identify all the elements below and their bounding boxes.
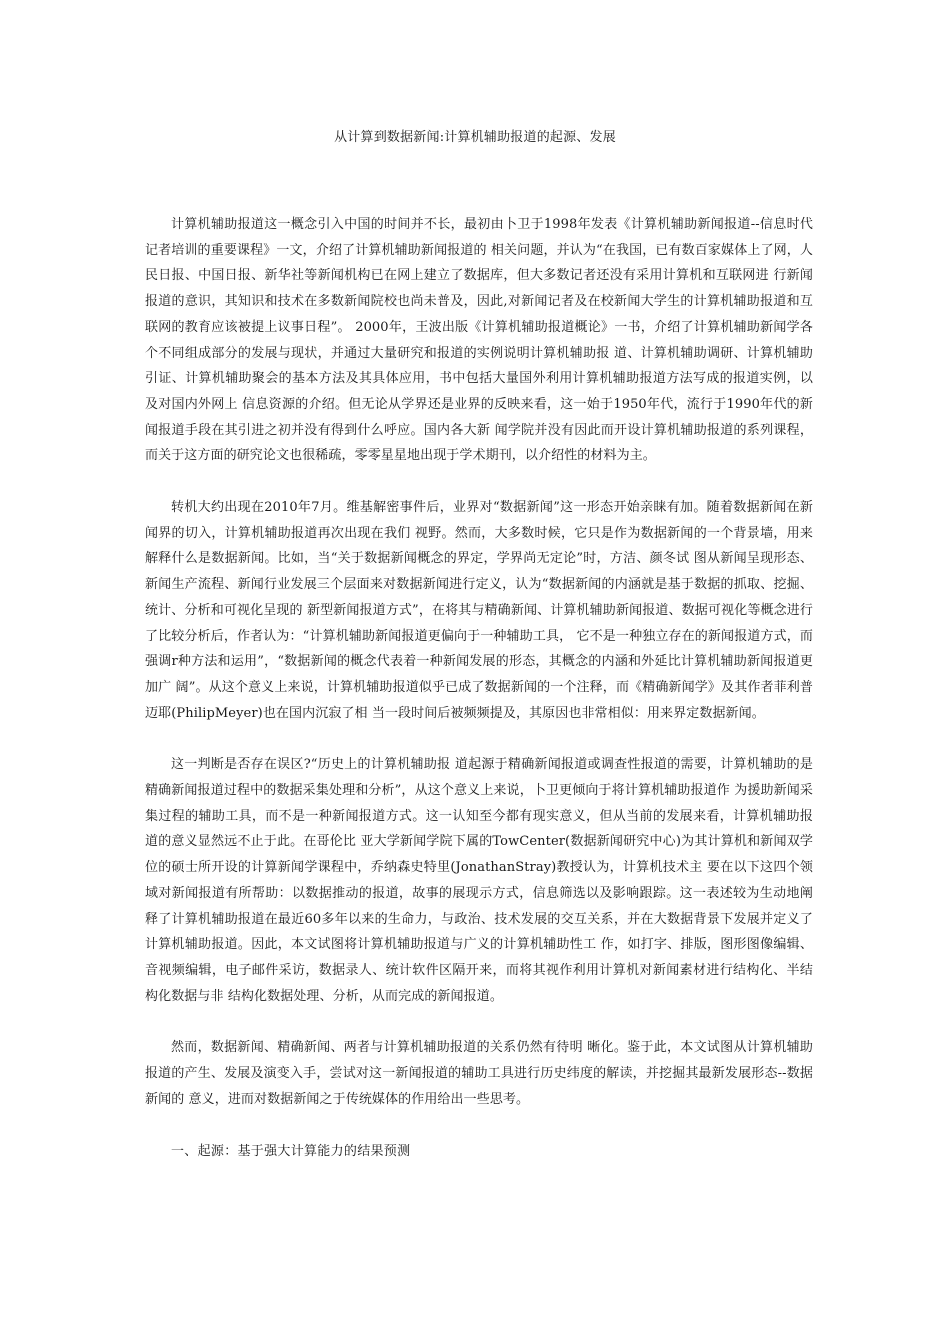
- paragraph-2: 转机大约出现在2010年7月。维基解密事件后，业界对“数据新闻”这一形态开始亲睐有加。随着数据新闻在新闻界的切入，计算机辅助报道再次出现在我们 视野。然而，大多数时候，它只是作为数据新闻的一个背景墙，用来解释什么是数据新闻。比如，当“关于数据新闻概念的界定，学界尚无定论”时，方洁、颜冬试 图从新闻呈现形态、新闻生产流程、新闻行业发展三个层面来对数据新闻进行定义，认为“数据新闻的内涵就是基于数据的抓取、挖掘、统计、分析和可视化呈现的 新型新闻报道方式”，在将其与精确新闻、计算机辅助新闻报道、数据可视化等概念进行了比较分析后，作者认为：“计算机辅助新闻报道更偏向于一种辅助工具， 它不是一种独立存在的新闻报道方式，而强调r种方法和运用”，“数据新闻的概念代表着一种新闻发展的形态，其概念的内涵和外延比计算机辅助新闻报道更加广 阔”。从这个意义上来说，计算机辅助报道似乎已成了数据新闻的一个注释，而《精确新闻学》及其作者菲利普迈耶(PhilipMeyer)也在国内沉寂了相 当一段时间后被频频提及，其原因也非常相似：用来界定数据新闻。: [145, 500, 813, 721]
- document-body: [145, 212, 813, 1164]
- paragraph-4: 然而，数据新闻、精确新闻、两者与计算机辅助报道的关系仍然有待明 晰化。鉴于此，本文试图从计算机辅助报道的产生、发展及演变入手，尝试对这一新闻报道的辅助工具进行历史纬度的解读，并挖掘其最新发展形态--数据新闻的 意义，进而对数据新闻之于传统媒体的作用给出一些思考。: [145, 1040, 813, 1107]
- document-title: 从计算到数据新闻:计算机辅助报道的起源、发展: [334, 130, 616, 145]
- paragraph-3: 这一判断是否存在误区?“历史上的计算机辅助报 道起源于精确新闻报道或调查性报道的需要，计算机辅助的是精确新闻报道过程中的数据采集处理和分析”，从这个意义上来说，卜卫更倾向于将计算机辅助报道作 为援助新闻采集过程的辅助工具，而不是一种新闻报道方式。这一认知至今都有现实意义，但从当前的发展来看，计算机辅助报道的意义显然远不止于此。在哥伦比 亚大学新闻学院下属的TowCenter(数据新闻研究中心)为其计算机和新闻双学位的硕士所开设的计算新闻学课程中，乔纳森史特里(JonathanStray)教授认为，计算机技术主 要在以下这四个领域对新闻报道有所帮助：以数据推动的报道，故事的展现示方式，信息筛选以及影响跟踪。这一表述较为生动地阐释了计算机辅助报道在最近60多年以来的生命力，与政治、技术发展的交互关系，并在大数据背景下发展并定义了计算机辅助报道。因此，本文试图将计算机辅助报道与广义的计算机辅助性工 作，如打字、排版，图形图像编辑、音视频编辑，电子邮件采访，数据录人、统计软件区隔开来，而将其视作利用计算机对新闻素材进行结构化、半结构化数据与非 结构化数据处理、分析，从而完成的新闻报道。: [145, 757, 813, 1004]
- section-heading: 一、起源：基于强大计算能力的结果预测: [171, 1143, 411, 1159]
- paragraph-1: 计算机辅助报道这一概念引入中国的时间并不长，最初由卜卫于1998年发表《计算机辅助新闻报道--信息时代记者培训的重要课程》一文，介绍了计算机辅助新闻报道的 相关问题，并认为“在我国，已有数百家媒体上了网，人民日报、中国日报、新华社等新闻机构已在网上建立了数据库，但大多数记者还没有采用计算机和互联网进 行新闻报道的意识，其知识和技术在多数新闻院校也尚未普及，因此,对新闻记者及在校新闻大学生的计算机辅助报道和互联网的教育应该被提上议事日程”。 2000年，王波出版《计算机辅助报道概论》一书，介绍了计算机辅助新闻学各个不同组成部分的发展与现状，并通过大量研究和报道的实例说明计算机辅助报 道、计算机辅助调研、计算机辅助引证、计算机辅助聚会的基本方法及其具体应用，书中包括大量国外利用计算机辅助报道方法写成的报道实例，以及对国内外网上 信息资源的介绍。但无论从学界还是业界的反映来看，这一始于1950年代，流行于1990年代的新闻报道手段在其引进之初并没有得到什么呼应。国内各大新 闻学院并没有因此而开设计算机辅助报道的系列课程，而关于这方面的研究论文也很稀疏，零零星星地出现于学术期刊，以介绍性的材料为主。: [145, 217, 813, 464]
